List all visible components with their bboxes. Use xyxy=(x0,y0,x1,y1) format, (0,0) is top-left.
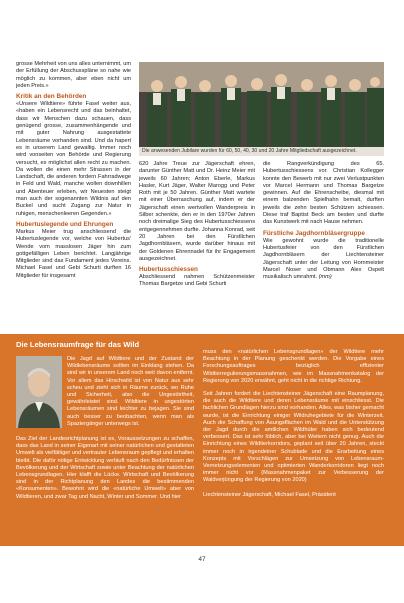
right-column xyxy=(263,161,384,281)
section-heading-kritik: Kritik an den Behörden xyxy=(16,93,87,101)
box-right-column xyxy=(203,349,384,499)
box-left-text-beside xyxy=(67,356,194,428)
middle-column xyxy=(139,161,255,289)
portrait-illustration xyxy=(16,356,62,428)
page-number: 47 xyxy=(198,556,206,563)
left-column xyxy=(16,61,131,280)
jagdhornblaeser-paragraph xyxy=(263,238,384,282)
section-heading-hubertusschiessen: Hubertusschiessen xyxy=(139,266,198,274)
hubertuslegende-paragraph: Markus Meier trug anschliessend die Hubertuslegende vor, welche von Hubertus' Wende vom masslosen Jäger hin zum gottgefälligen Leben berichtet. Langjährige Mitglieder sind das Fundament jedes Vereins. Michael Fasel und Gebi Schurti durften 16 Mitglieder für insgesamt xyxy=(16,228,131,279)
jubilare-group-photo xyxy=(139,62,384,147)
group-photo-illustration xyxy=(139,62,384,147)
section-heading-hubertuslegende: Hubertuslegende und Ehrungen xyxy=(16,220,114,228)
author-credit: (mm) xyxy=(318,274,332,281)
box-paragraph-1: Die Jagd auf Wildtiere und der Zustand der Wildlebensräume sollten im Einklang stehen. Da sind wir in unserem Land noch weit davon entfernt. Vor allem das Hirschwild ist von Natur aus sehr scheu und zieht sich in Räume zurück, wo Ruhe und Sicherheit, also die Ungestörtheit, gewährleistet sind. Wildtiere in ungestörten Lebensräumen sind leichter zu bejagen. Sie sind auch besser zu beobachten, wenn man als Spaziergänger unterwegs ist. xyxy=(67,356,194,427)
box-signature: Liechtensteiner Jägerschaft, Michael Fasel, Präsident xyxy=(203,491,336,498)
ehrungen-paragraph: 620 Jahre Treue zur Jägerschaft ehren, darunter Günther Matt und Dr. Heinz Meier mit jeweils 60 Jahren; Anton Eberle, Markus Hasler, Kurt Jäger, Walter Marogg und Peter Roth mit je 50 Jahren. Günther Matt wartete mit einer Überraschung auf, indem er der Jägerschaft einen wertvollen Wanderpreis in Silber schenkte, den er in den 1970er Jahren noch dreimalige Sieg des Hubertusschiessens entgegennehmen durfte. Johanna Konrad, seit 20 Jahren bei den Fürstlichen Jagdhornbläsern, wurde darüber hinaus mit der Goldenen Ehrennadel für ihr Engagement ausgezeichnet. xyxy=(139,161,255,262)
box-left-text-below xyxy=(16,436,194,501)
intro-paragraph: grosse Mehrheit von uns alles unternimmt, um der Erfüllung der Abschusspläne so nahe wie möglich zu kommen, aber eben nicht um jeden Preis.» xyxy=(16,61,131,89)
rangverkuendigung-paragraph: die Rangverkündigung des 65. Hubertusschiessens vor. Christian Kollegger konnte den Bewerb mit nur zwei Verlustpunkten vor Marcel Hermann und Thomas Bargetze gewinnen. Auf die Ehrenscheibe, diesmal mit einem balzenden Spielhahn bemalt, durften jeweils die zehn besten Schützen schiessen. Diese traf Baptist Beck am besten und durfte das Kunstwerk mit nach Hause nehmen. xyxy=(263,161,384,226)
section-heading-jagdhornblaeser: Fürstliche Jagdhornbläsergruppe xyxy=(263,229,365,237)
president-portrait xyxy=(16,356,62,428)
box-paragraph-4: Seit Jahren fordert die Liechtensteiner Jägerschaft eine Raumplanung, die auch die Wildtiere und deren Lebensräume mit einschliesst. Die fachlichen Grundlagen hierzu sind vorhanden. Alles, was bisher gemacht wurde, ist die Einrichtung einiger Wildruhegebiete für die Winterzeit. Auch die Schaffung von Äsungsflächen im Wald und die Unterstützung der Jagd durch die amtlichen Wildhüter haben sich bedeutend verbessert. Das ist sehr löblich, aber bei Weitem nicht genug. Auch die Einrichtung eines Wildtierkorridors, geplant seit über 20 Jahren, steckt immer noch in irgendeiner Schublade und die Erarbeitung eines Konzepts mit Vorschlägen zur Umsetzung von Lebensraum-Vernetzungselementen und optimierten Wanderkorridoren liegt noch immer nicht vor (Massnahmenpaket zur Verbesserung der Waldverjüngung der Regierung von 2020) xyxy=(203,391,384,484)
photo-caption: Die anwesenden Jubilare wurden für 60, 50, 40, 30 und 20 Jahre Mitgliedschaft ausgezeichnet. xyxy=(139,147,384,156)
box-paragraph-2: Das Ziel der Landesrichtplanung ist es, Voraussetzungen zu schaffen, dass das Land in seiner Eigenart mit seiner natürlichen und gestalteten Umwelt als vielfältiger und vertrauter Lebensraum gepflegt und erhalten bleibt. Die daför nötige Entwicklung verläuft nach den Bedürfnissen der Bevölkerung und der Wirtschaft sowie unter Beachtung der natürlichen Lebensgrundlagen. Hier klafft die Lücke. Wirtschaft und Bevölkerung sind in der Richtplanung den Landes die bestimmenden «Konsumenten». Bewohnt wird die «natürliche Umwelt» aber von Wildtieren, und zwar Tag und Nacht, Winter und Sommer. Und hier xyxy=(16,436,194,500)
box-paragraph-3: muss den «natürlichen Lebensgrundlagen» der Wildtiere mehr Beachtung in der Planung geschenkt werden. Die Vorgabe eines Forschungsauftrages bezüglich effizienter Wildtierregulierungsmassnahmen, wie im Massnahmenkatalog der Regierung von 2020 erwähnt, geht nicht in die richtige Richtung. xyxy=(203,349,384,384)
kritik-paragraph: «Unsere Wildtiere» führte Fasel weiter aus, «haben ein Lebensrecht und das beinhaltet, dass wir Menschen dazu schauen, dass genügend grosse, zusammenhängende und mit guter Nahrung ausgestattete Lebensräume vorhanden sind. Und da hapert es in unserem Land gewaltig. Immer noch wird vonseiten von Behörde und Regierung versucht, es möglichst allen recht zu machen. Da wollen die einen mehr Strassen in der Landschaft, die anderen fordern Fahrradwege in Feld und Wald, manche wollen downhillen und Abenteuer erleben, wir Neuesten steigt man auch der sogenannten Wildnis auf den Buckel und sucht Zugang zur Natur in ruhigen, menschenleeren Gegenden.» xyxy=(16,101,131,217)
jagdhornblaeser-text: Wie gewohnt wurde die traditionelle Hubertusfeier von den Fürstlichen Jagdhornbläsern der Liechtensteiner Jägerschaft unter der Leitung von Hornmeister Marcel Noser und Obmann Alex Ospelt musikalisch umrahmt. xyxy=(263,237,384,281)
hubertusschiessen-paragraph: Abschliessend nahmen Schützenmeister Thomas Bargetze und Gebi Schurti xyxy=(139,274,255,288)
box-title: Die Lebensraumfrage für das Wild xyxy=(16,340,140,349)
